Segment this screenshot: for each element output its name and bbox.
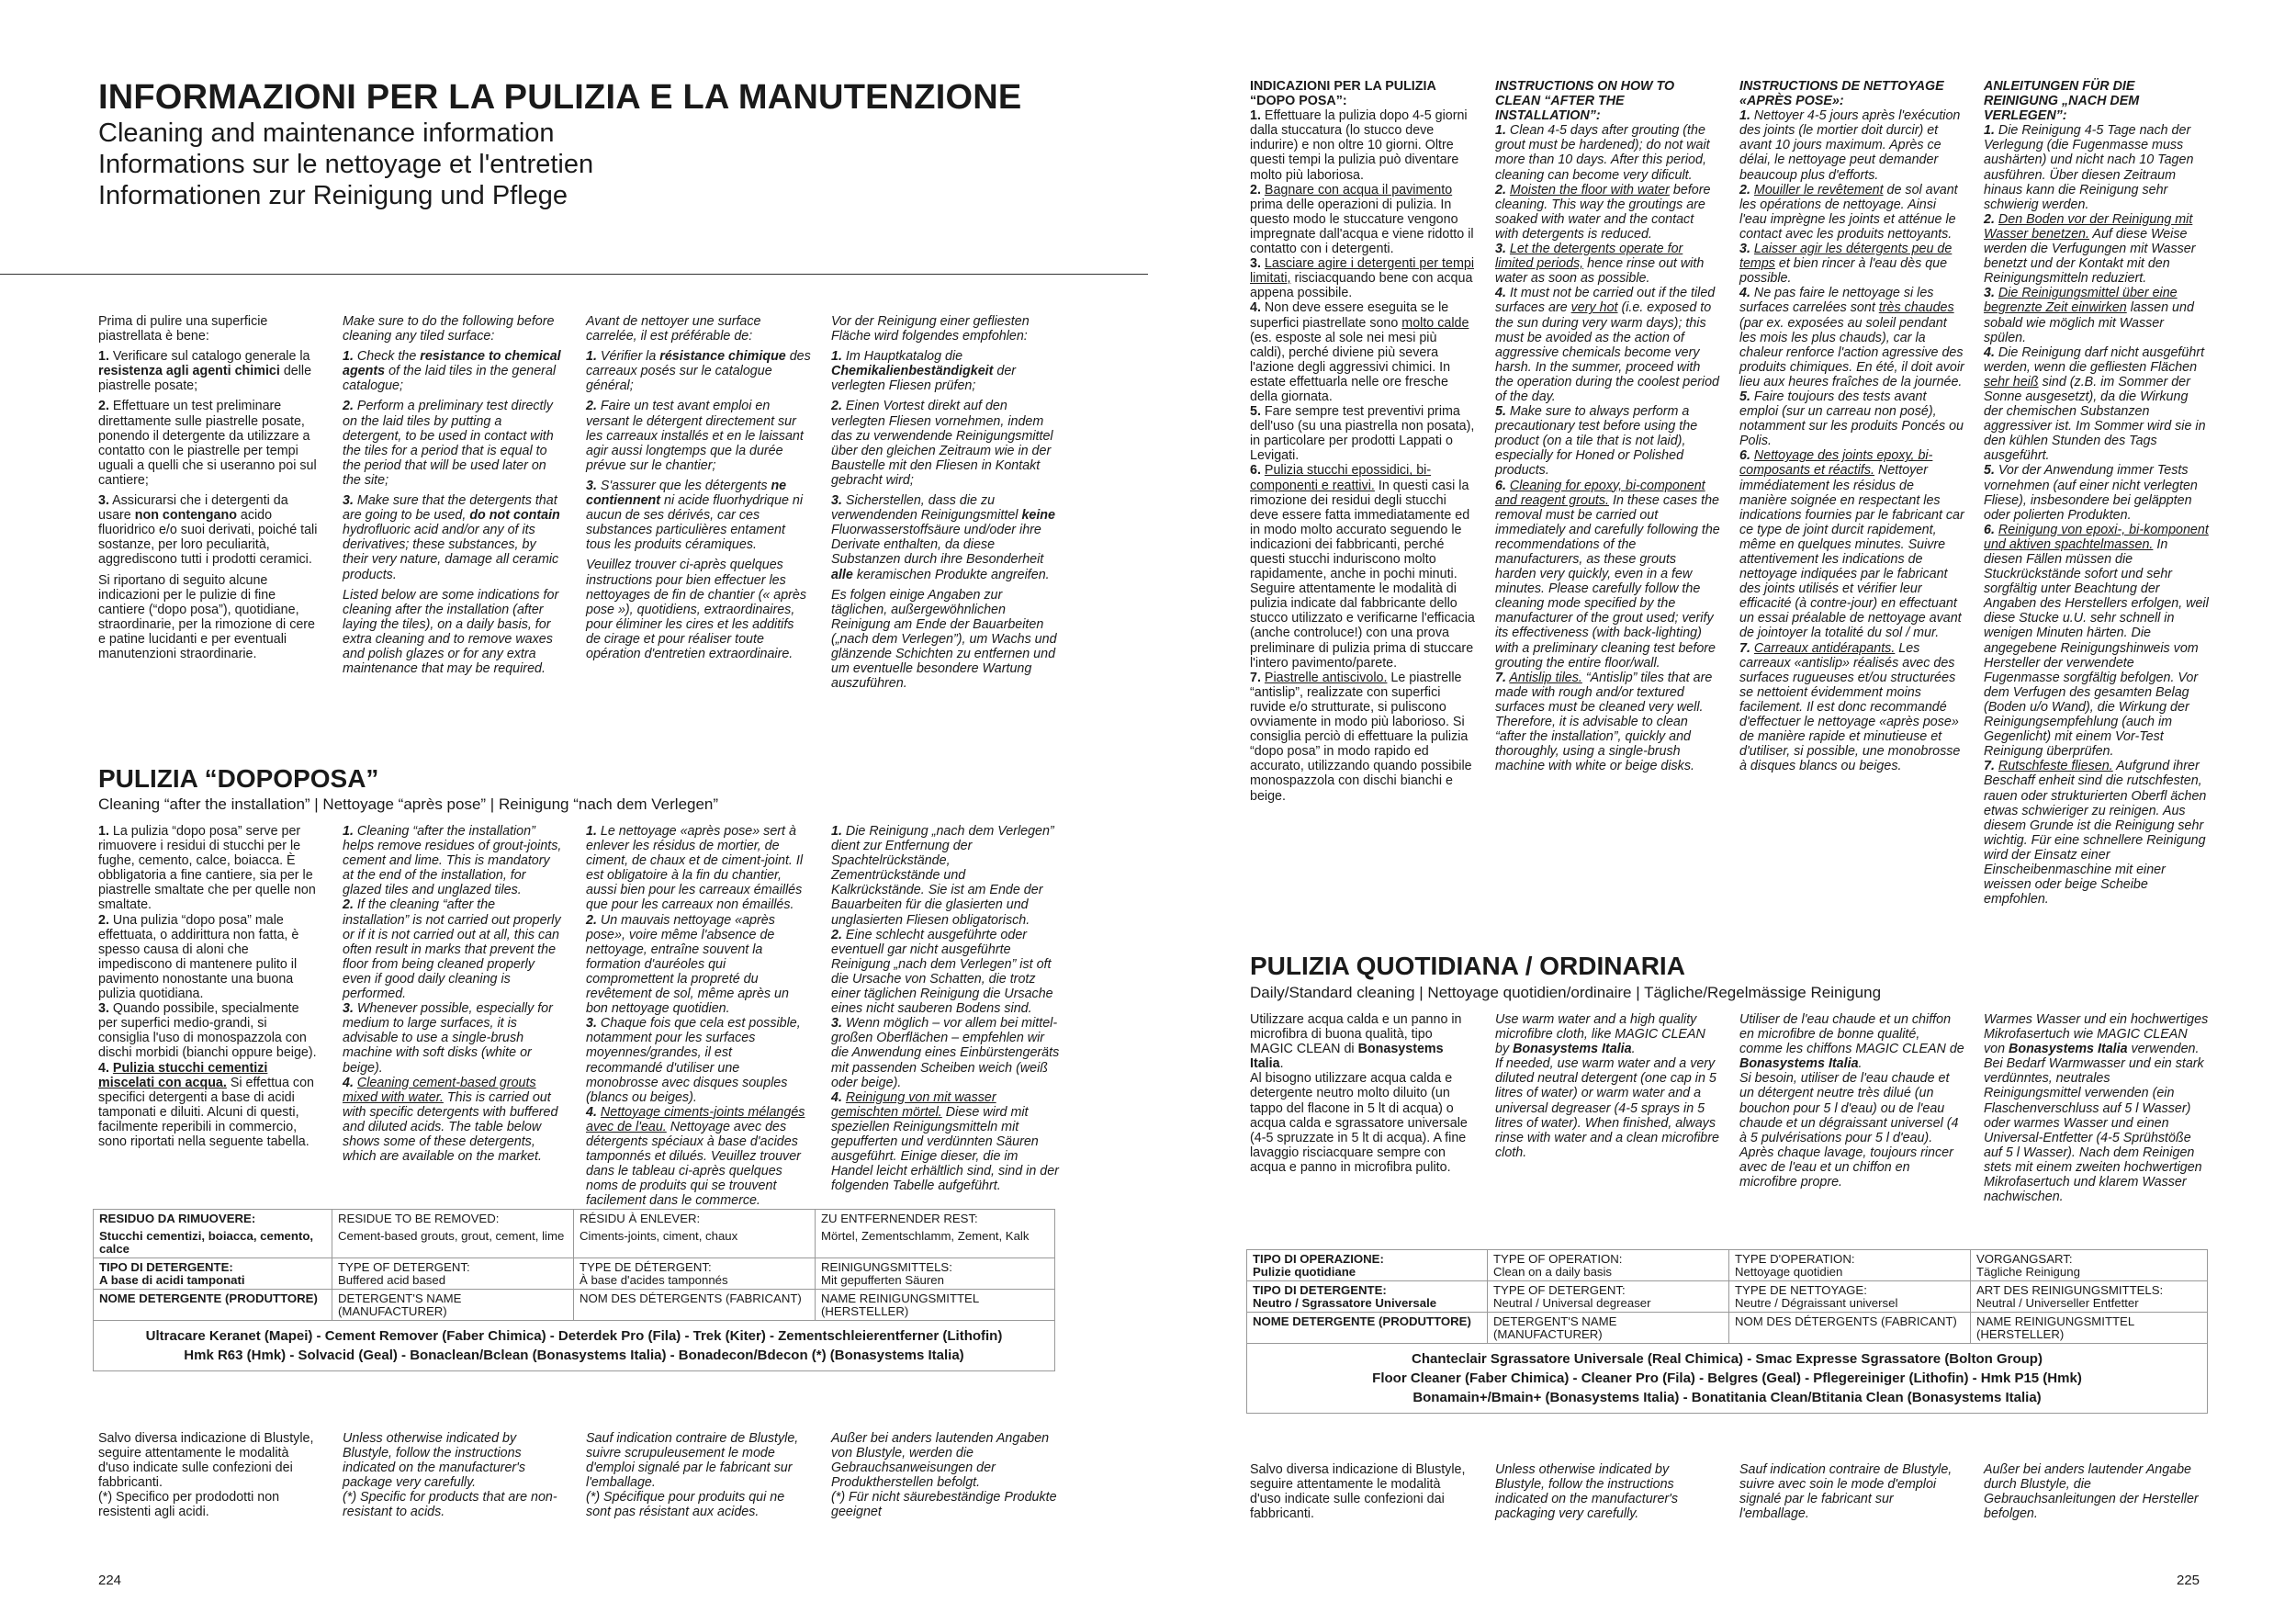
subtitle-en: Cleaning and maintenance information — [98, 118, 555, 148]
footnote-fr: Sauf indication contraire de Blustyle, suivre scrupuleusement le mode d'emploi signalé par le fabricant sur l'emballage. (*) Spécifique pour produits qui ne sont pas résistant aux acides. — [586, 1431, 799, 1520]
footnote-de: Außer bei anders lautenden Angaben von Blustyle, werden die Gebrauchsanweisungen der Produktherstellen befolgt. (*) Für nicht säurebeständige Produkte geeignet — [831, 1431, 1057, 1520]
intro-fr: Avant de nettoyer une surface carrelée, il est préférable de: 1. Vérifier la résistance chimique des carreaux posés sur le catalogue général; 2. Faire un test avant emploi en versant le détergent directement sur les carreaux installés et en le laissant agir aussi longtemps que la durée prévue sur le chantier; 3. S'assurer que les détergents ne contiennent ni acide fluorhydrique ni aucun de ses dérivés, car ces substances particulières entament tous les produits céramiques. Veuillez trouver ci-après quelques instructions pour bien effectuer les nettoyages de fin de chantier (« après pose »), quotidiens, extraordinaires, pour éliminer les cires et les additifs de cirage et pour réaliser toute opération d'entretien extraordinaire. — [586, 314, 811, 661]
section-title-quotidiana: PULIZIA QUOTIDIANA / ORDINARIA — [1250, 952, 1685, 980]
section-subtitle-quotidiana: Daily/Standard cleaning | Nettoyage quotidien/ordinaire | Tägliche/Regelmässige Reinigung — [1250, 984, 1882, 1001]
footnote-de: Außer bei anders lautender Angabe durch Blustyle, die Gebrauchsanleitungen der Hersteller befolgen. — [1984, 1462, 2199, 1522]
footnote-en: Unless otherwise indicated by Blustyle, follow the instructions indicated on the manufacturer's package very carefully. (*) Specific for products that are non-resistant to acids. — [343, 1431, 557, 1520]
daily-fr: Utiliser de l'eau chaude et un chiffon en microfibre de bonne qualité, comme les chiffons MAGIC CLEAN de Bonasystems Italia. Si besoin, utiliser de l'eau chaude et un détergent neutre très dilué (un bouchon pour 5 l d'eau) ou de l'eau chaude et un dégraissant universel (4 à 5 pulvérisations pour 5 l d'eau). Après chaque lavage, toujours rincer avec de l'eau et un chiffon en microfibre propre. — [1739, 1012, 1964, 1190]
dopo-it: 1. La pulizia “dopo posa” serve per rimuovere i residui di stucchi per le fughe, cemento, calce, boiacca. È obbligatoria a fine cantiere, sia per le piastrelle smaltate che per quelle non smaltate. 2. Una pulizia “dopo posa” male effettuata, o addirittura non fatta, è spesso causa di aloni che impediscono di mantenere pulito il pavimento nonostante una buona pulizia quotidiana. 3. Quando possibile, specialmente per superfici medio-grandi, si consiglia l'uso di monospazzola con dischi morbidi (bianchi oppure beige). 4. Pulizia stucchi cementizi miscelati con acqua. Si effettua con specifici detergenti a base di acidi tamponati e diluiti. Alcuni di questi, facilmente reperibili in commercio, sono riportati nella seguente tabella. — [98, 824, 317, 1149]
dopo-fr: 1. Le nettoyage «après pose» sert à enlever les résidus de mortier, de ciment, de chaux et de ciment-joint. Il est obligatoire à la fin du chantier, aussi bien pour les carreaux émaillés que pour les carreaux non émaillés. 2. Un mauvais nettoyage «après pose», voire même l'absence de nettoyage, entraîne souvent la formation d'auréoles qui compromettent la propreté du revêtement de sol, même après un bon nettoyage quotidien. 3. Chaque fois que cela est possible, notamment pour les surfaces moyennes/grandes, il est recommandé d'utiliser une monobrosse avec disques souples (blancs ou beiges). 4. Nettoyage ciments-joints mélangés avec de l'eau. Nettoyage avec des détergents spéciaux à base d'acides tamponnés et dilués. Veuillez trouver dans le tableau ci-après quelques noms de produits qui se trouvent facilement dans le commerce. — [586, 824, 805, 1209]
instructions-it: INDICAZIONI PER LA PULIZIA “DOPO POSA”: 1. Effettuare la pulizia dopo 4-5 giorni dalla stuccatura (lo stucco deve indurire) e non oltre 10 giorni. Oltre questi tempi la pulizia può diventare molto più laboriosa. 2. Bagnare con acqua il pavimento prima delle operazioni di pulizia. In questo modo le stuccature vengono impregnate dall'acqua e viene ridotto il contatto con i detergenti. 3. Lasciare agire i detergenti per tempi limitati, risciacquando bene con acqua appena possibile. 4. Non deve essere eseguita se le superfici piastrellate sono molto calde (es. esposte al sole nei mesi più caldi), perché diviene più severa l'azione degli aggressivi chimici. In estate effettuarla nelle ore fresche della giornata. 5. Fare sempre test preventivi prima dell'uso (su una piastrella non posata), in particolare per prodotti Lappati o Levigati. 6. Pulizia stucchi epossidici, bi-componenti e reattivi. In questi casi la rimozione dei residui degli stucchi deve essere fatta immediatamente ed in modo molto accurato seguendo le indicazioni dei fabbricanti, perché questi stucchi induriscono molto rapidamente, anche in pochi minuti. Seguire attentamente le modalità di pulizia indicate dal fabbricante dello stucco utilizzato e verificarne l'efficacia (anche controluce!) con una prova preliminare di pulizia prima di stuccare l'intero pavimento/parete. 7. Piastrelle antiscivolo. Le piastrelle “antislip”, realizzate con superfici ruvide e/o strutturate, si puliscono ovviamente in modo più laborioso. Si consiglia perciò di effettuare la pulizia “dopo posa” in modo rapido ed accurato, utilizzando quando possibile monospazzola con dischi bianchi e beige. — [1250, 79, 1475, 804]
table-row: NOME DETERGENTE (PRODUTTORE) DETERGENT'S NAME (MANUFACTURER) NOM DES DÉTERGENTS (FABRICANT) NAME REINIGUNGSMITTEL (HERSTELLER) — [1247, 1313, 2208, 1344]
page-number: 224 — [98, 1573, 122, 1588]
title-divider — [0, 274, 1148, 275]
table-row: NOME DETERGENTE (PRODUTTORE) DETERGENT'S NAME (MANUFACTURER) NOM DES DÉTERGENTS (FABRICANT) NAME REINIGUNGSMITTEL (HERSTELLER) — [94, 1290, 1055, 1321]
daily-it: Utilizzare acqua calda e un panno in microfibra di buona qualità, tipo MAGIC CLEAN di Bonasystems Italia. Al bisogno utilizzare acqua calda e detergente neutro molto diluito (un tappo del flacone in 5 lt di acqua) o acqua calda e sgrassatore universale (4-5 spruzzate in 5 lt di acqua). A fine lavaggio risciacquare sempre con acqua e panno in microfibra pulito. — [1250, 1012, 1468, 1175]
intro-de: Vor der Reinigung einer gefliesten Fläche wird folgendes empfohlen: 1. Im Hauptkatalog die Chemikalienbeständigkeit der verlegten Fliesen prüfen; 2. Einen Vortest direkt auf den verlegten Fliesen vornehmen, indem das zu verwendende Reinigungsmittel über den gleichen Zeitraum wie in der Baustelle mit den Fliesen in Kontakt gebracht wird; 3. Sicherstellen, dass die zu verwendenden Reinigungsmittel keine Fluorwasserstoffsäure und/oder ihre Derivate enthalten, da diese Substanzen durch ihre Besonderheit alle keramischen Produkte angreifen. Es folgen einige Angaben zur täglichen, außergewöhnlichen Reinigung am Ende der Bauarbeiten („nach dem Verlegen”), um Wachs und glänzende Schichten zu entfernen und um eventuelle besondere Wartung auszuführen. — [831, 314, 1057, 692]
detergent-table-daily — [1246, 1249, 2208, 1414]
footnote-en: Unless otherwise indicated by Blustyle, follow the instructions indicated on the manufacturer's packaging very carefully. — [1495, 1462, 1679, 1522]
section-title-dopoposa: PULIZIA “DOPOPOSA” — [98, 764, 379, 793]
detergent-table-dopoposa — [93, 1209, 1055, 1371]
table-row: RESIDUO DA RIMUOVERE: Stucchi cementizi, boiacca, cemento, calce RESIDUE TO BE REMOVED: Cement-based grouts, grout, cement, lime RÉSIDU À ENLEVER: Ciments-joints, ciment, chaux ZU ENTFERNENDER REST: Mörtel, Zementschlamm, Zement, Kalk — [94, 1210, 1055, 1258]
instructions-en: INSTRUCTIONS ON HOW TO CLEAN “AFTER THE INSTALLATION”: 1. Clean 4-5 days after grouting (the grout must be hardened); do not wait more than 10 days. After this period, cleaning can become very dificult. 2. Moisten the floor with water before cleaning. This way the groutings are soaked with water and the contact with detergents is reduced. 3. Let the detergents operate for limited periods, hence rinse out with water as soon as possible. 4. It must not be carried out if the tiled surfaces are very hot (i.e. exposed to the sun during very warm days); this must be avoided as the action of aggressive chemicals become very harsh. In the summer, proceed with the operation during the coolest period of the day. 5. Make sure to always perform a precautionary test before using the product (on a tile that is not laid), especially for Honed or Polished products. 6. Cleaning for epoxy, bi-component and reagent grouts. In these cases the removal must be carried out immediately and carefully following the recommendations of the manufacturers, as these grouts harden very quickly, even in a few minutes. Please carefully follow the cleaning mode specified by the manufacturer of the grout used; verify its effectiveness (with back-lighting) with a preliminary cleaning test before grouting the entire floor/wall. 7. Antislip tiles. “Antislip” tiles that are made with rough and/or textured surfaces must be cleaned very well. Therefore, it is advisable to clean “after the installation”, quickly and thoroughly, using a single-brush machine with white or beige disks. — [1495, 79, 1720, 774]
table-row: TIPO DI DETERGENTE: Neutro / Sgrassatore Universale TYPE OF DETERGENT: Neutral / Universal degreaser TYPE DE NETTOYAGE: Neutre / Dégraissant universel ART DES REINIGUNGSMITTELS: Neutral / Universeller Entfetter — [1247, 1281, 2208, 1313]
subtitle-de: Informationen zur Reinigung und Pflege — [98, 181, 568, 210]
intro-en: Make sure to do the following before cleaning any tiled surface: 1. Check the resistance to chemical agents of the laid tiles in the general catalogue; 2. Perform a preliminary test directly on the laid tiles by putting a detergent, to be used in contact with the tiles for a period that is equal to the period that will be used later on the site; 3. Make sure that the detergents that are going to be used, do not contain hydrofluoric acid and/or any of its derivatives; these substances, by their very nature, damage all ceramic products. Listed below are some indications for cleaning after the installation (after laying the tiles), on a daily basis, for extra cleaning and to remove waxes and polish glazes or for any extra maintenance that may be required. — [343, 314, 561, 677]
page-number: 225 — [2177, 1573, 2200, 1588]
table-row-products: Chanteclair Sgrassatore Universale (Real Chimica) - Smac Expresse Sgrassatore (Bolton Group) Floor Cleaner (Faber Chimica) - Cleaner Pro (Fila) - Belgres (Geal) - Pflegereiniger (Lithofin) - Hmk P15 (Hmk) Bonamain+/Bmain+ (Bonasystems Italia) - Bonatitania Clean/Btitania Clean (Bonasystems Italia) — [1247, 1344, 2208, 1414]
footnote-fr: Sauf indication contraire de Blustyle, suivre avec soin le mode d'emploi signalé par le fabricant sur l'emballage. — [1739, 1462, 1953, 1522]
instructions-de: ANLEITUNGEN FÜR DIE REINIGUNG „NACH DEM VERLEGEN”: 1. Die Reinigung 4-5 Tage nach der Verlegung (die Fugenmasse muss aushärten) und nicht nach 10 Tagen ausführen. Über diesen Zeitraum hinaus kann die Reinigung sehr schwierig werden. 2. Den Boden vor der Reinigung mit Wasser benetzen. Auf diese Weise werden die Verfugungen mit Wasser benetzt und der Kontakt mit den Reinigungsmitteln reduziert. 3. Die Reinigungsmittel über eine begrenzte Zeit einwirken lassen und sobald wie möglich mit Wasser spülen. 4. Die Reinigung darf nicht ausgeführt werden, wenn die gefliesten Flächen sehr heiß sind (z.B. im Sommer der Sonne ausgesetzt), da die Wirkung der chemischen Substanzen aggressiver ist. Im Sommer wird sie in den kühlen Stunden des Tags ausgeführt. 5. Vor der Anwendung immer Tests vornehmen (auf einer nicht verlegten Fliese), insbesondere bei geläppten oder polierten Produkten. 6. Reinigung von epoxi-, bi-komponent und aktiven spachtelmassen. In diesen Fällen müssen die Stuckrückstände sofort und sehr sorgfältig unter Beachtung der Angaben des Herstellers erfolgen, weil diese Stucke u.U. sehr schnell in wenigen Minuten härten. Die angegebene Reinigungshinweis vom Hersteller der verwendete Fugenmasse sorgfältig befolgen. Vor dem Verfugen des gesamten Belag (Boden u/o Wand), die Wirkung der Reinigungsempfehlung (auch im Gegenlicht) mit einem Vor-Test Reinigung überprüfen. 7. Rutschfeste fliesen. Aufgrund ihrer Beschaff enheit sind die rutschfesten, rauen oder strukturierten Oberfl ächen etwas schwieriger zu reinigen. Aus diesem Grunde ist die Reinigung sehr wichtig. Für eine schnellere Reinigung wird der Einsatz einer Einscheibenmaschine mit einer weissen oder beige Scheibe empfohlen. — [1984, 79, 2209, 908]
section-subtitle-dopoposa: Cleaning “after the installation” | Nettoyage “après pose” | Reinigung “nach dem Verlegen” — [98, 795, 719, 813]
subtitle-fr: Informations sur le nettoyage et l'entretien — [98, 150, 594, 179]
footnote-it: Salvo diversa indicazione di Blustyle, seguire attentamente le modalità d'uso indicate sulle confezioni dai fabbricanti. — [1250, 1462, 1466, 1522]
footnote-it: Salvo diversa indicazione di Blustyle, seguire attentamente le modalità d'uso indicate sulle confezioni dei fabbricanti. (*) Specifico per prododotti non resistenti agli acidi. — [98, 1431, 314, 1520]
dopo-de: 1. Die Reinigung „nach dem Verlegen” dient zur Entfernung der Spachtelrückstände, Zementrückstände und Kalkrückstände. Sie ist am Ende der Bauarbeiten für die glasierten und unglasierten Fliesen obligatorisch. 2. Eine schlecht ausgeführte oder eventuell gar nicht ausgeführte Reinigung „nach dem Verlegen” ist oft die Ursache von Schatten, die trotz einer täglichen Reinigung die Ursache eines nicht sauberen Bodens sind. 3. Wenn möglich – vor allem bei mittel-großen Oberflächen – empfehlen wir die Anwendung eines Einbürstengeräts mit passenden Scheiben weich (weiß oder beige). 4. Reinigung von mit wasser gemischten mörtel. Diese wird mit speziellen Reinigungsmitteln mit gepufferten und verdünnten Säuren ausgeführt. Einige dieser, die im Handel leicht erhältlich sind, sind in der folgenden Tabelle aufgeführt. — [831, 824, 1060, 1194]
table-row: TIPO DI DETERGENTE: A base di acidi tamponati TYPE OF DETERGENT: Buffered acid based TYPE DE DÉTERGENT: À base d'acides tamponnés REINIGUNGSMITTELS: Mit gepufferten Säuren — [94, 1258, 1055, 1290]
intro-it: Prima di pulire una superficie piastrellata è bene: 1. Verificare sul catalogo generale la resistenza agli agenti chimici delle piastrelle posate; 2. Effettuare un test preliminare direttamente sulle piastrelle posate, ponendo il detergente da utilizzare a contatto con le piastrelle per tempi uguali a quelli che si useranno poi sul cantiere; 3. Assicurarsi che i detergenti da usare non contengano acido fluoridrico e/o suoi derivati, poiché tali sostanze, per loro peculiarità, aggrediscono tutti i prodotti ceramici. Si riportano di seguito alcune indicazioni per le pulizie di fine cantiere (“dopo posa”), quotidiane, straordinarie, per la rimozione di cere e patine lucidanti e per eventuali manutenzioni straordinarie. — [98, 314, 318, 661]
table-row-products: Ultracare Keranet (Mapei) - Cement Remover (Faber Chimica) - Deterdek Pro (Fila) - Trek (Kiter) - Zementschleierentferner (Lithofin) Hmk R63 (Hmk) - Solvacid (Geal) - Bonaclean/Bclean (Bonasystems Italia) - Bonadecon/Bdecon (*) (Bonasystems Italia) — [94, 1321, 1055, 1371]
daily-en: Use warm water and a high quality microfibre cloth, like MAGIC CLEAN by Bonasystems Italia. If needed, use warm water and a very diluted neutral detergent (one cap in 5 litres of water) or warm water and a universal degreaser (4-5 sprays in 5 litres of water). When finished, always rinse with water and a clean microfibre cloth. — [1495, 1012, 1719, 1160]
daily-de: Warmes Wasser und ein hochwertiges Mikrofasertuch wie MAGIC CLEAN von Bonasystems Italia verwenden. Bei Bedarf Warmwasser und ein stark verdünntes, neutrales Reinigungsmittel verwenden (ein Flaschenverschluss auf 5 l Wasser) oder warmes Wasser und einen Universal-Entfetter (4-5 Sprühstöße auf 5 l Wasser). Nach dem Reinigen stets mit einem zweiten hochwertigen Mikrofasertuch und klarem Wasser nachwischen. — [1984, 1012, 2209, 1205]
instructions-fr: INSTRUCTIONS DE NETTOYAGE «APRÈS POSE»: 1. Nettoyer 4-5 jours après l'exécution des joints (le mortier doit durcir) et avant 10 jours maximum. Après ce délai, le nettoyage peut demander beaucoup plus d'efforts. 2. Mouiller le revêtement de sol avant les opérations de nettoyage. Ainsi l'eau imprègne les joints et atténue le contact avec les produits nettoyants. 3. Laisser agir les détergents peu de temps et bien rincer à l'eau dès que possible. 4. Ne pas faire le nettoyage si les surfaces carrelées sont très chaudes (par ex. exposées au soleil pendant les mois les plus chauds), car la chaleur renforce l'action agressive des produits chimiques. En été, il doit avoir lieu aux heures fraîches de la journée. 5. Faire toujours des tests avant emploi (sur un carreau non posé), notamment sur les produits Poncés ou Polis. 6. Nettoyage des joints epoxy, bi-composants et réactifs. Nettoyer immédiatement les résidus de manière soignée en respectant les indications fournies par le fabricant car ce type de joint durcit rapidement, même en quelques minutes. Suivre attentivement les indications de nettoyage indiquées par le fabricant des joints utilisés et vérifier leur efficacité (à contre-jour) en effectuant un essai préalable de nettoyage avant de jointoyer la totalité du sol / mur. 7. Carreaux antidérapants. Les carreaux «antislip» réalisés avec des surfaces rugueuses et/ou structurées se nettoient évidemment moins facilement. Il est donc recommandé d'effectuer le nettoyage «après pose» de manière rapide et minutieuse et d'utiliser, si possible, une monobrosse à disques blancs ou beiges. — [1739, 79, 1964, 774]
right-page — [1148, 0, 2296, 1624]
dopo-en: 1. Cleaning “after the installation” helps remove residues of grout-joints, cement and lime. This is mandatory at the end of the installation, for glazed tiles and unglazed tiles. 2. If the cleaning “after the installation” is not carried out properly or if it is not carried out at all, this can often result in marks that prevent the floor from being cleaned properly even if good daily cleaning is performed. 3. Whenever possible, especially for medium to large surfaces, it is advisable to use a single-brush machine with soft disks (white or beige). 4. Cleaning cement-based grouts mixed with water. This is carried out with specific detergents with buffered and diluted acids. The table below shows some of these detergents, which are available on the market. — [343, 824, 562, 1165]
page-title: INFORMAZIONI PER LA PULIZIA E LA MANUTENZIONE — [98, 78, 1022, 117]
table-row: TIPO DI OPERAZIONE: Pulizie quotidiane TYPE OF OPERATION: Clean on a daily basis TYPE D'OPERATION: Nettoyage quotidien VORGANGSART: Tägliche Reinigung — [1247, 1250, 2208, 1281]
